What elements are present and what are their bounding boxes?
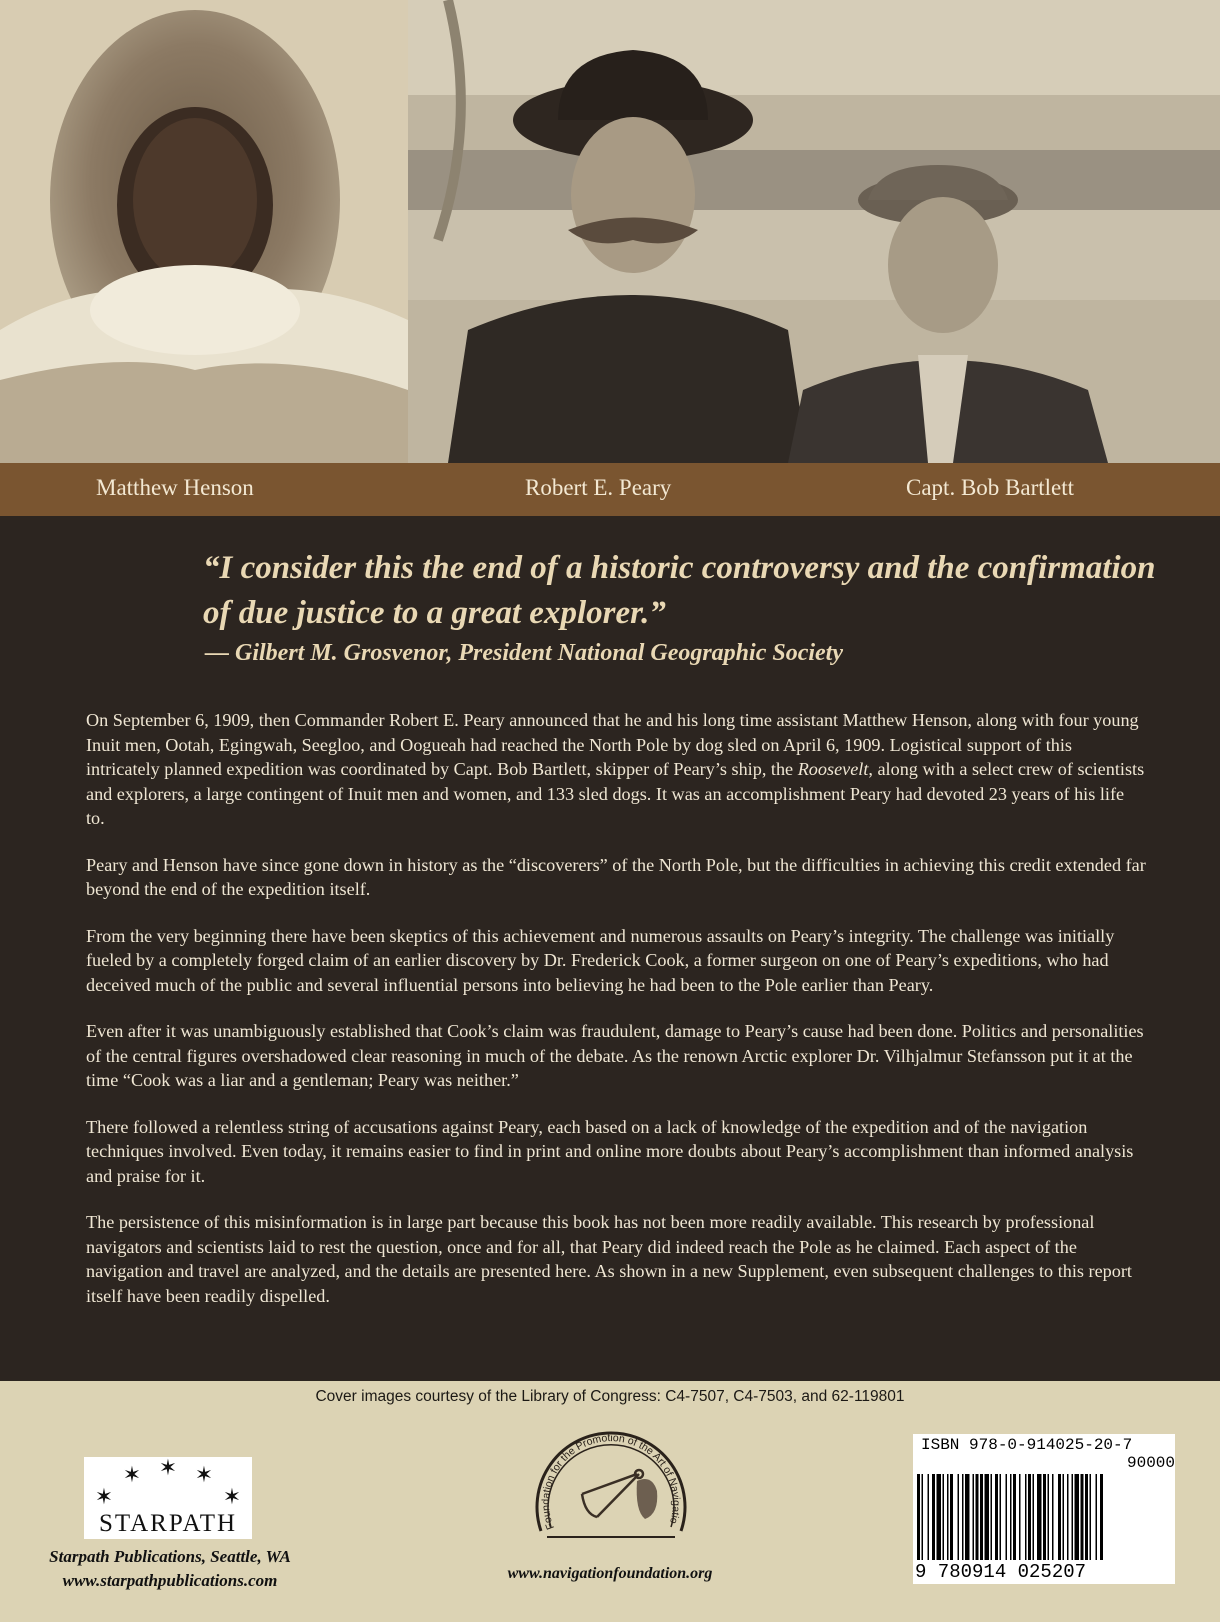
barcode-bar bbox=[980, 1474, 983, 1560]
barcode-bar bbox=[1100, 1474, 1103, 1560]
isbn-label: ISBN 978-0-914025-20-7 bbox=[921, 1436, 1133, 1454]
barcode-bar bbox=[1006, 1474, 1008, 1560]
caption-peary: Robert E. Peary bbox=[525, 475, 672, 500]
svg-text:✶: ✶ bbox=[222, 1485, 242, 1510]
ship-name: Roosevelt bbox=[797, 759, 869, 779]
seal-text: Foundation for the Promotion of the Art of Navigatio bbox=[539, 1432, 683, 1532]
barcode-bar bbox=[1090, 1474, 1092, 1560]
barcode-bar bbox=[1037, 1474, 1042, 1560]
back-cover-text-panel bbox=[0, 516, 1220, 1381]
barcode-bar bbox=[937, 1474, 942, 1560]
barcode-bar bbox=[962, 1474, 964, 1560]
blurb-paragraph-4: Even after it was unambiguously established that Cook’s claim was fraudulent, damage to Peary’s cause had been done. Politics and personalities of the central figures overshadowed clear reasoning in much of the debate. As the renown Arctic explorer Dr. Vilhjalmur Stefansson put it at the time “Cook was a liar and a gentleman; Peary was neither.” bbox=[86, 1021, 1144, 1090]
footer bbox=[0, 1381, 1220, 1622]
publisher-name: Starpath Publications, Seattle, WA bbox=[49, 1547, 291, 1566]
barcode-bar bbox=[1010, 1474, 1012, 1560]
starpath-wordmark: STARPATH bbox=[98, 1510, 238, 1537]
caption-bar bbox=[0, 463, 1220, 516]
starpath-logo bbox=[84, 1457, 252, 1539]
blurb-paragraph-1: On September 6, 1909, then Commander Robert E. Peary announced that he and his long time assistant Matthew Henson, along with four young Inuit men, Ootah, Egingwah, Seegloo, and Oogueah had reached the North Pole by dog sled on April 6, 1909. Logistical support of this intricately planned expedition was coordinated by Capt. Bob Bartlett, skipper of Peary’s ship, the Roosevelt, along with a select crew of scientists and explorers, a large contingent of Inuit men and women, and 133 sled dogs. It was an accomplishment Peary had devoted 23 years of his life to. bbox=[86, 710, 1145, 828]
barcode-bar bbox=[1043, 1474, 1046, 1560]
barcode-bar bbox=[1081, 1474, 1084, 1560]
barcode-bar bbox=[943, 1474, 945, 1560]
svg-text:✶: ✶ bbox=[194, 1463, 214, 1488]
barcode-bar bbox=[1025, 1474, 1027, 1560]
photo-peary-bartlett bbox=[408, 0, 1220, 463]
svg-text:✶: ✶ bbox=[122, 1463, 142, 1488]
barcode-bar bbox=[1033, 1474, 1035, 1560]
barcode-bar bbox=[973, 1474, 975, 1560]
barcode-bar bbox=[976, 1474, 979, 1560]
blurb-paragraph-5: There followed a relentless string of accusations against Peary, each based on a lack of knowledge of the expedition and of the navigation techniques involved. Even today, it remains easier to find in print and online more doubts about Peary’s accomplishment than informed analysis and praise for it. bbox=[86, 1116, 1134, 1186]
barcode-bar bbox=[947, 1474, 949, 1560]
barcode-bar bbox=[1048, 1474, 1050, 1560]
barcode-bar bbox=[1067, 1474, 1069, 1560]
barcode-bar bbox=[1072, 1474, 1074, 1560]
barcode-bar bbox=[991, 1474, 993, 1560]
caption-henson: Matthew Henson bbox=[96, 475, 254, 500]
image-credit: Cover images courtesy of the Library of Congress: C4-7507, C4-7503, and 62-119801 bbox=[315, 1388, 905, 1405]
barcode-bar bbox=[1052, 1474, 1054, 1560]
pull-quote: “I consider this the end of a historic controversy and the confirmation of due justice to a great explorer.” bbox=[203, 550, 1156, 631]
barcode-bar bbox=[1058, 1474, 1061, 1560]
barcode-bar bbox=[1028, 1474, 1031, 1560]
photo-strip bbox=[0, 0, 1220, 463]
barcode-bar bbox=[922, 1474, 924, 1560]
barcode-digits: 9 780914 025207 bbox=[915, 1561, 1087, 1583]
blurb bbox=[86, 708, 1146, 1330]
barcode-bar bbox=[928, 1474, 930, 1560]
quote-attribution: — Gilbert M. Grosvenor, President National Geographic Society bbox=[205, 640, 843, 666]
isbn-barcode bbox=[913, 1434, 1175, 1584]
barcode-bar bbox=[995, 1474, 998, 1560]
svg-text:Foundation for the Promotion o bbox=[527, 1419, 682, 1531]
barcode-bar bbox=[1063, 1474, 1065, 1560]
barcode-bar bbox=[1075, 1474, 1080, 1560]
blurb-paragraph-6: The persistence of this misinformation is in large part because this book has not been more readily available. This research by professional navigators and scientists laid to rest the question, once and for all, that Peary did indeed reach the Pole as he claimed. Each aspect of the navigation and travel are analyzed, and the details are presented here. As shown in a new Supplement, even subsequent challenges to this report itself have been readily dispelled. bbox=[86, 1212, 1132, 1306]
barcode-bar bbox=[1019, 1474, 1021, 1560]
svg-text:✶: ✶ bbox=[158, 1457, 178, 1481]
sextant-icon bbox=[582, 1470, 643, 1517]
foundation-url: www.navigationfoundation.org bbox=[507, 1565, 713, 1582]
blurb-paragraph-3: From the very beginning there have been skeptics of this achievement and numerous assaults on Peary’s integrity. The challenge was initially fueled by a completely forged claim of an earlier discovery by Dr. Frederick Cook, a former surgeon on one of Peary’s expeditions, who had deceived much of the public and several influential persons into believing he had been to the Pole earlier than Peary. bbox=[86, 925, 1115, 995]
barcode-bar bbox=[1096, 1474, 1098, 1560]
barcode-bar bbox=[917, 1474, 920, 1560]
barcode-bar bbox=[1085, 1474, 1088, 1560]
photo-matthew-henson bbox=[0, 0, 408, 463]
barcode-bar bbox=[985, 1474, 990, 1560]
svg-text:✶: ✶ bbox=[94, 1485, 114, 1510]
navigation-foundation-seal bbox=[527, 1419, 695, 1561]
caption-bartlett: Capt. Bob Bartlett bbox=[906, 475, 1075, 500]
barcode-bar bbox=[950, 1474, 953, 1560]
publisher-url: www.starpathpublications.com bbox=[62, 1571, 278, 1590]
blurb-paragraph-2: Peary and Henson have since gone down in history as the “discoverers” of the North Pole, but the difficulties in achieving this credit extended far beyond the end of the expedition itself. bbox=[86, 854, 1146, 899]
barcode-bar bbox=[958, 1474, 960, 1560]
stars-icon bbox=[84, 1457, 252, 1512]
barcode-bar bbox=[1000, 1474, 1002, 1560]
barcode-bar bbox=[932, 1474, 935, 1560]
barcode-bar bbox=[1013, 1474, 1016, 1560]
price-code: 90000 bbox=[1127, 1454, 1176, 1472]
barcode-bar bbox=[965, 1474, 970, 1560]
